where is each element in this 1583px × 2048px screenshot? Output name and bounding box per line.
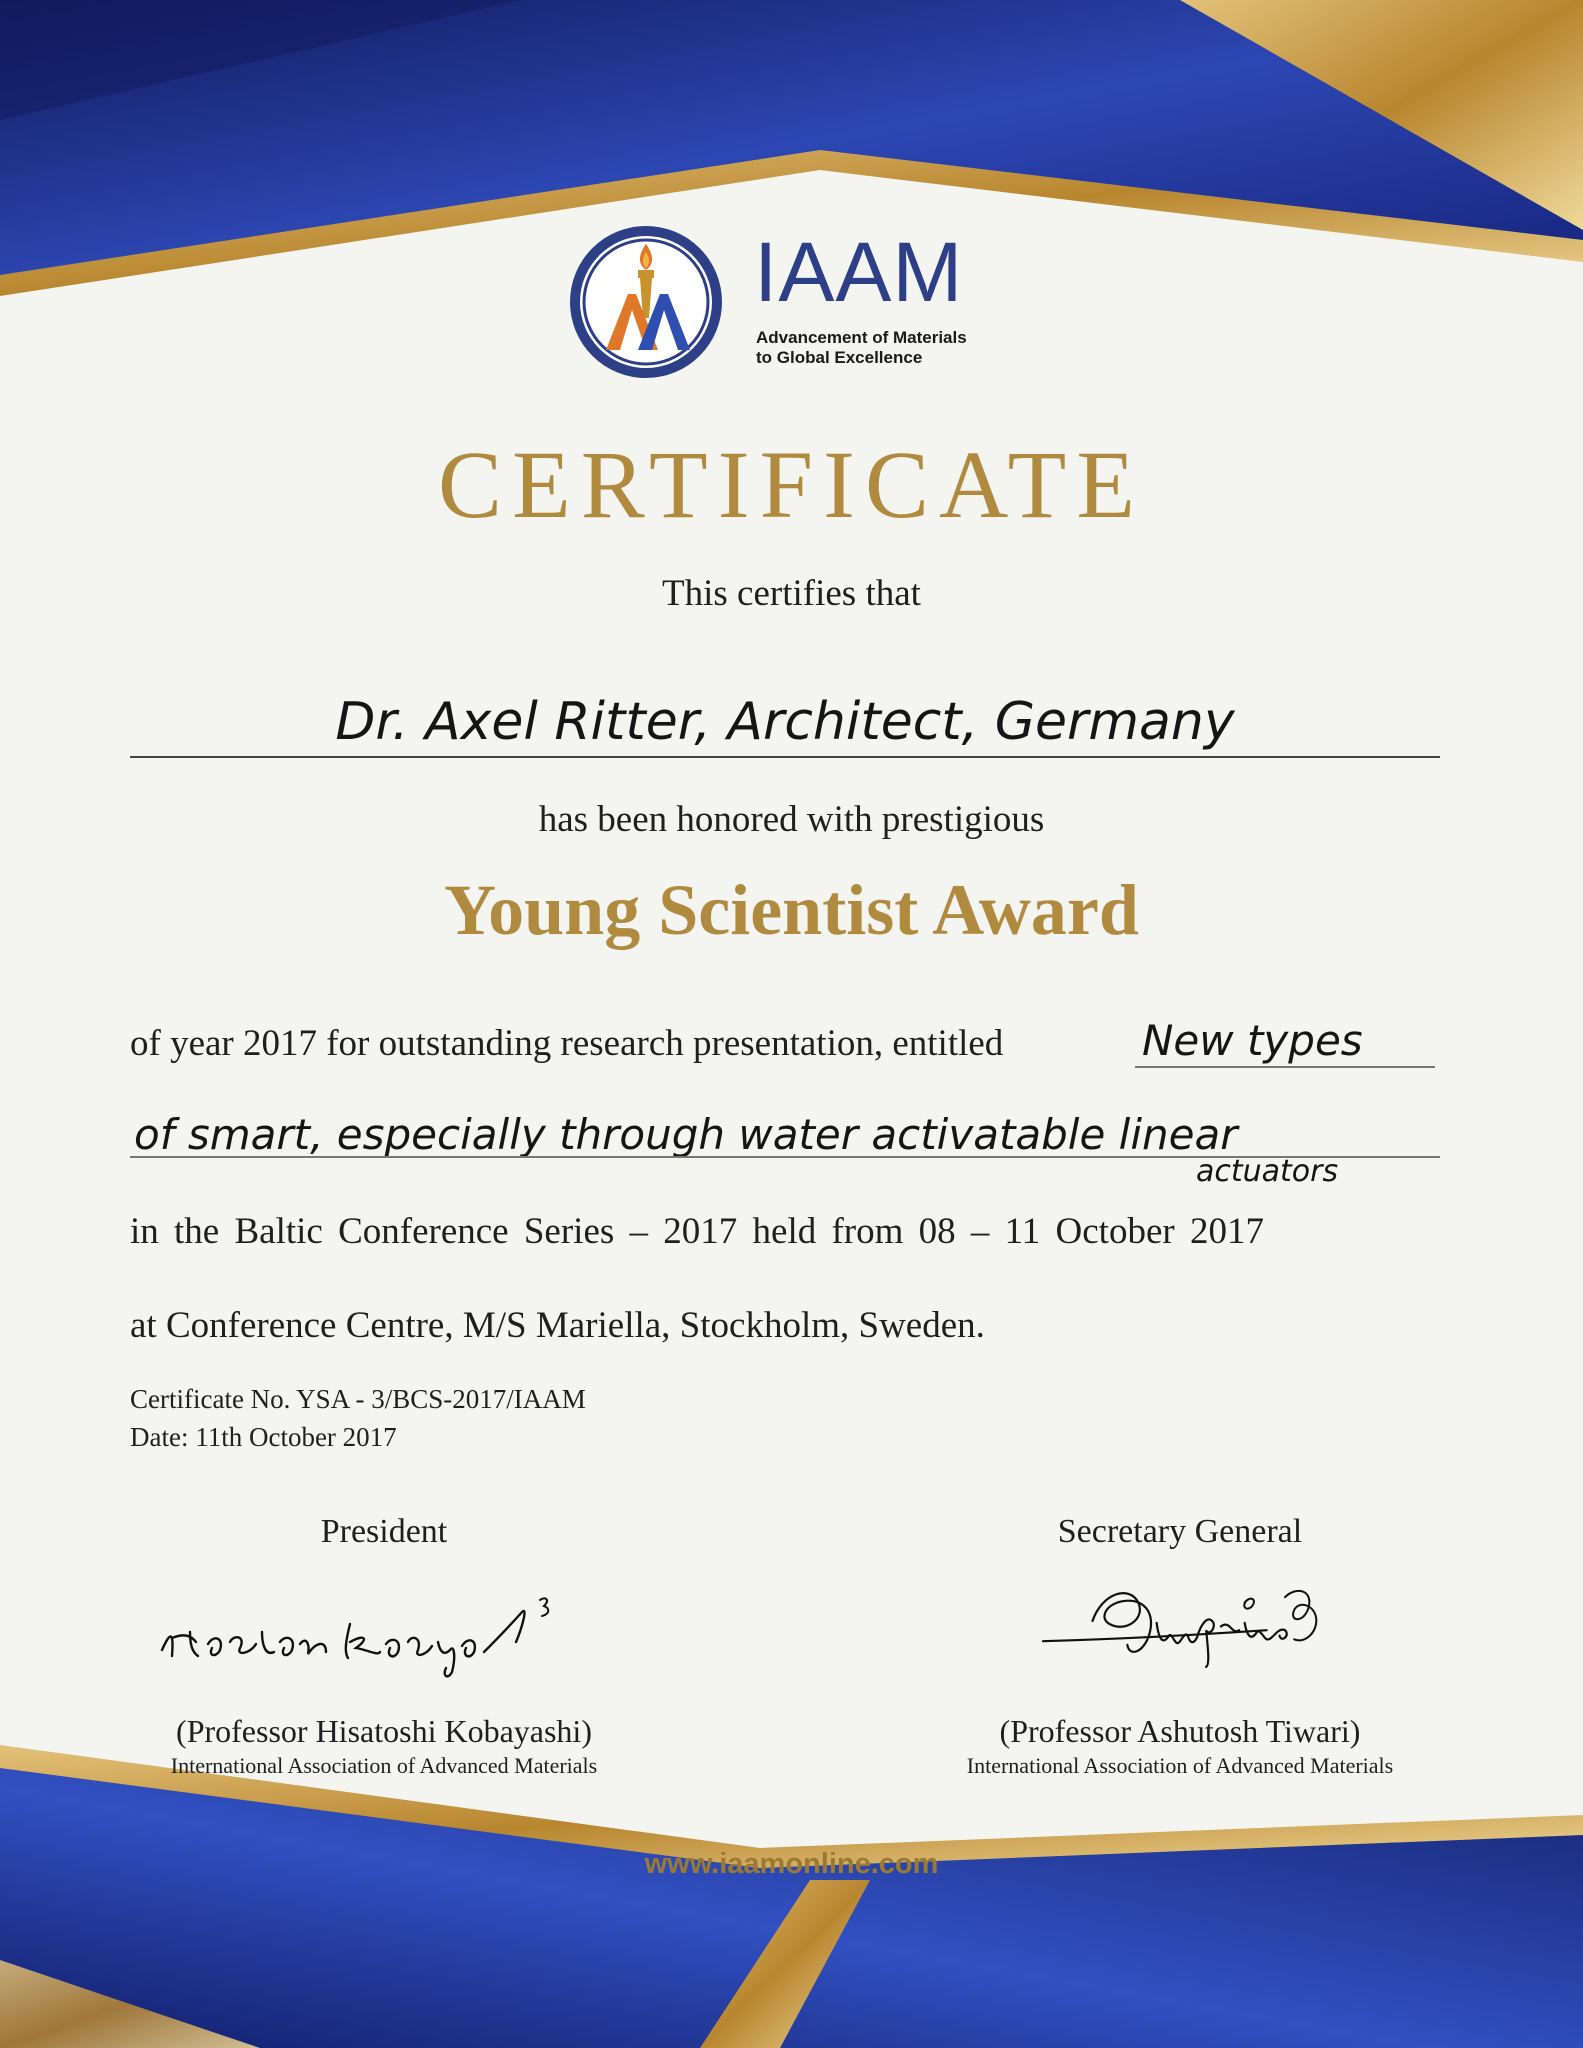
website-link[interactable]: www.iaamonline.com xyxy=(644,1848,939,1880)
secretary-signature xyxy=(1020,1566,1440,1676)
presentation-title-part2: of smart, especially through water activatable linear xyxy=(134,1110,1238,1159)
presentation-title-part3: actuators xyxy=(1196,1154,1339,1189)
president-org: International Association of Advanced Materials xyxy=(170,1753,598,1778)
president-name: (Professor Hisatoshi Kobayashi) xyxy=(176,1713,592,1749)
certificate-date: Date: 11th October 2017 xyxy=(130,1422,397,1452)
certificate-title: CERTIFICATE xyxy=(438,431,1145,538)
award-name: Young Scientist Award xyxy=(444,870,1139,950)
intro-text: This certifies that xyxy=(662,573,921,614)
presentation-title-part1: New types xyxy=(1142,1016,1363,1065)
president-label: President xyxy=(320,1513,448,1550)
recipient-name: Dr. Axel Ritter, Architect, Germany xyxy=(130,690,1440,758)
president-signature xyxy=(150,1572,570,1682)
secretary-label: Secretary General xyxy=(1057,1513,1303,1550)
certificate-number: Certificate No. YSA - 3/BCS-2017/IAAM xyxy=(130,1384,586,1414)
logo-tagline-line1: Advancement of Materials xyxy=(756,328,967,347)
venue-line: at Conference Centre, M/S Mariella, Stockholm, Sweden. xyxy=(130,1305,985,1346)
conference-line: in the Baltic Conference Series – 2017 held from 08 – 11 October 2017 xyxy=(130,1211,1264,1252)
secretary-org: International Association of Advanced Materials xyxy=(966,1753,1394,1778)
logo-wordmark: IAAM xyxy=(754,225,964,319)
logo-tagline-line2: to Global Excellence xyxy=(756,348,923,367)
torch-badge-icon xyxy=(566,222,726,382)
title-rule-1 xyxy=(1135,1066,1435,1068)
secretary-name: (Professor Ashutosh Tiwari) xyxy=(999,1713,1361,1749)
honored-text: has been honored with prestigious xyxy=(538,799,1045,840)
logo-letters: AA xyxy=(646,376,648,377)
presentation-prefix: of year 2017 for outstanding research presentation, entitled xyxy=(130,1023,1004,1064)
logo-tagline xyxy=(756,328,967,368)
iaam-logo xyxy=(566,222,1006,382)
